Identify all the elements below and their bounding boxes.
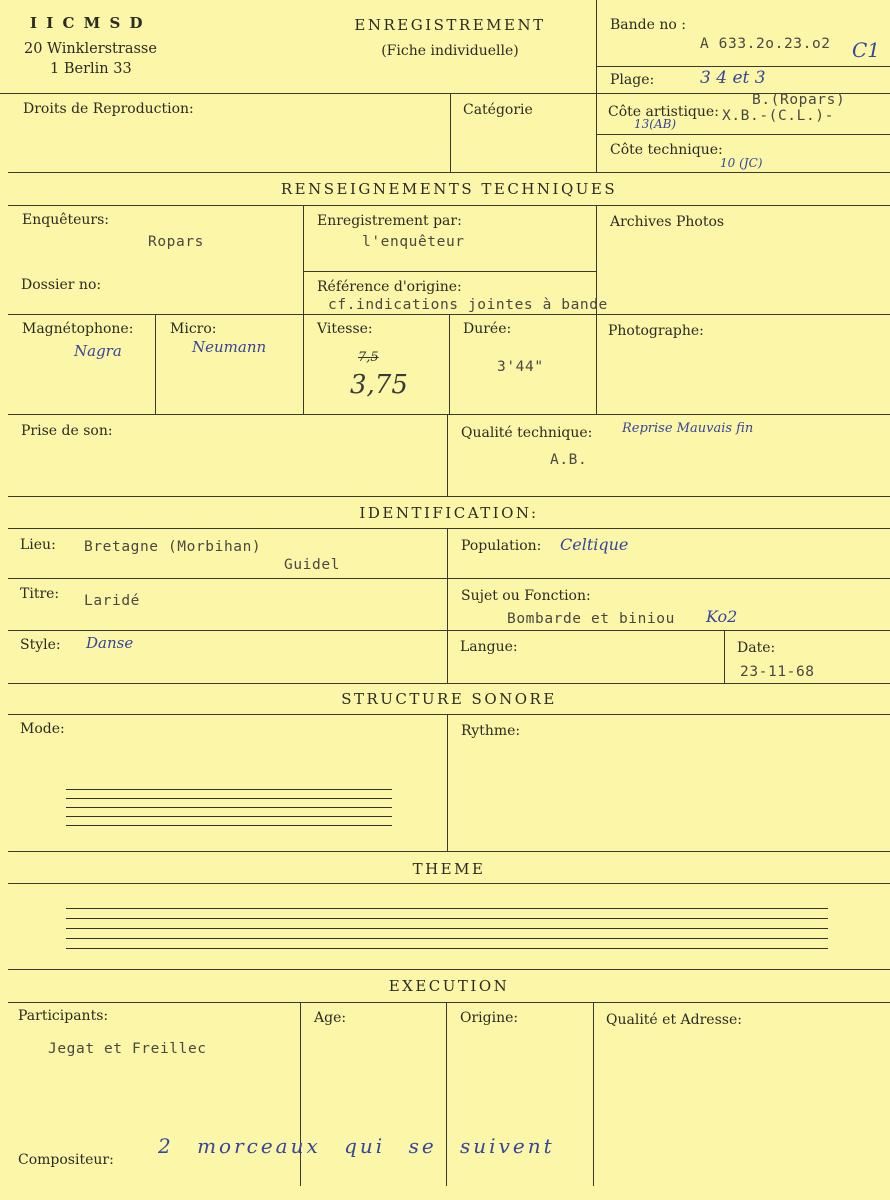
- divider: [8, 578, 890, 579]
- section-execution: EXECUTION: [388, 977, 510, 995]
- lieu-value: Bretagne (Morbihan): [84, 539, 262, 555]
- enregistrement-par-label: Enregistrement par:: [317, 213, 462, 229]
- lieu-value-town: Guidel: [284, 557, 340, 573]
- divider: [447, 414, 448, 496]
- prise-de-son-label: Prise de son:: [21, 423, 113, 439]
- divider: [8, 851, 890, 852]
- date-value: 23-11-68: [740, 664, 815, 680]
- lieu-label: Lieu:: [20, 537, 56, 553]
- qualite-technique-label: Qualité technique:: [461, 425, 593, 441]
- staff-line: [66, 789, 392, 790]
- enregistrement-par-value: l'enquêteur: [362, 234, 465, 250]
- qualite-technique-handwritten: Reprise Mauvais fin: [622, 421, 754, 436]
- staff-line: [66, 928, 828, 929]
- divider: [8, 883, 890, 884]
- divider: [8, 683, 890, 684]
- staff-line: [66, 825, 392, 826]
- cote-artistique-top: B.(Ropars): [752, 92, 846, 108]
- langue-label: Langue:: [460, 639, 518, 655]
- divider: [303, 271, 596, 272]
- qualite-technique-value: A.B.: [550, 452, 588, 468]
- participants-value: Jegat et Freillec: [48, 1041, 207, 1057]
- section-identification: IDENTIFICATION:: [359, 504, 539, 522]
- divider: [303, 205, 304, 414]
- form-title: ENREGISTREMENT: [354, 16, 546, 34]
- divider: [8, 205, 890, 206]
- origine-label: Origine:: [460, 1010, 519, 1026]
- micro-handwritten: Neumann: [192, 338, 267, 356]
- compositeur-label: Compositeur:: [18, 1152, 114, 1168]
- divider: [8, 1002, 890, 1003]
- section-structure-sonore: STRUCTURE SONORE: [341, 690, 557, 708]
- staff-line: [66, 908, 828, 909]
- archives-photos-label: Archives Photos: [610, 214, 725, 230]
- compositeur-handwritten: 2 morceaux qui se suivent: [158, 1134, 555, 1158]
- reference-value: cf.indications jointes à bande: [328, 297, 608, 313]
- divider: [447, 528, 448, 683]
- style-handwritten: Danse: [86, 634, 134, 652]
- sujet-value: Bombarde et biniou: [507, 611, 675, 627]
- rythme-label: Rythme:: [461, 723, 521, 739]
- vitesse-struck: 7,5: [358, 350, 379, 365]
- divider: [447, 714, 448, 851]
- staff-line: [66, 798, 392, 799]
- bande-value: A 633.2o.23.o2: [700, 36, 831, 52]
- address-line1: 20 Winklerstrasse: [24, 41, 157, 57]
- bande-label: Bande no :: [610, 17, 686, 33]
- participants-label: Participants:: [18, 1008, 109, 1024]
- staff-line: [66, 918, 828, 919]
- section-renseignements: RENSEIGNEMENTS TECHNIQUES: [280, 180, 618, 198]
- form-subtitle: (Fiche individuelle): [381, 43, 519, 59]
- sujet-handwritten: Ko2: [706, 607, 738, 626]
- divider: [8, 969, 890, 970]
- sujet-label: Sujet ou Fonction:: [461, 588, 591, 604]
- address-line2: 1 Berlin 33: [50, 61, 132, 77]
- staff-line: [66, 938, 828, 939]
- enqueteurs-label: Enquêteurs:: [22, 212, 110, 228]
- vitesse-handwritten: 3,75: [350, 370, 408, 400]
- divider: [593, 1002, 594, 1186]
- divider: [724, 630, 725, 683]
- micro-label: Micro:: [170, 321, 217, 337]
- duree-value: 3'44": [497, 359, 544, 375]
- divider: [8, 496, 890, 497]
- enqueteurs-value: Ropars: [148, 234, 204, 250]
- dossier-label: Dossier no:: [21, 277, 102, 293]
- population-handwritten: Celtique: [560, 535, 629, 554]
- org-name: I I C M S D: [30, 14, 145, 32]
- date-label: Date:: [737, 640, 776, 656]
- staff-line: [66, 948, 828, 949]
- cote-technique-handwritten: 10 (JC): [720, 156, 763, 170]
- section-theme: THEME: [412, 860, 486, 878]
- droits-label: Droits de Reproduction:: [23, 101, 194, 117]
- divider: [8, 172, 890, 173]
- cote-artistique-label: Côte artistique:: [608, 104, 719, 120]
- divider: [596, 0, 597, 172]
- magnetophone-handwritten: Nagra: [74, 342, 122, 360]
- cote-artistique-value: X.B.-(C.L.)-: [722, 108, 834, 124]
- divider: [446, 1002, 447, 1186]
- qualite-adresse-label: Qualité et Adresse:: [606, 1012, 742, 1028]
- divider: [8, 630, 890, 631]
- divider: [8, 414, 890, 415]
- plage-handwritten: 3 4 et 3: [700, 68, 766, 88]
- population-label: Population:: [461, 538, 542, 554]
- divider: [449, 314, 450, 414]
- photographe-label: Photographe:: [608, 323, 704, 339]
- divider: [155, 314, 156, 414]
- magnetophone-label: Magnétophone:: [22, 321, 134, 337]
- titre-label: Titre:: [20, 586, 60, 602]
- divider: [596, 134, 890, 135]
- reference-label: Référence d'origine:: [317, 279, 462, 295]
- divider: [450, 93, 451, 172]
- staff-line: [66, 816, 392, 817]
- categorie-label: Catégorie: [463, 102, 533, 118]
- divider: [8, 528, 890, 529]
- staff-line: [66, 807, 392, 808]
- style-label: Style:: [20, 637, 61, 653]
- cote-artistique-handwritten: 13(AB): [634, 117, 677, 131]
- divider: [300, 1002, 301, 1186]
- age-label: Age:: [314, 1010, 347, 1026]
- plage-label: Plage:: [610, 72, 655, 88]
- divider: [8, 714, 890, 715]
- divider: [596, 66, 890, 67]
- vitesse-label: Vitesse:: [317, 321, 373, 337]
- mode-label: Mode:: [20, 721, 65, 737]
- bande-handwritten: C1: [852, 38, 881, 62]
- duree-label: Durée:: [463, 321, 512, 337]
- titre-value: Laridé: [84, 593, 140, 609]
- cote-technique-label: Côte technique:: [610, 142, 723, 158]
